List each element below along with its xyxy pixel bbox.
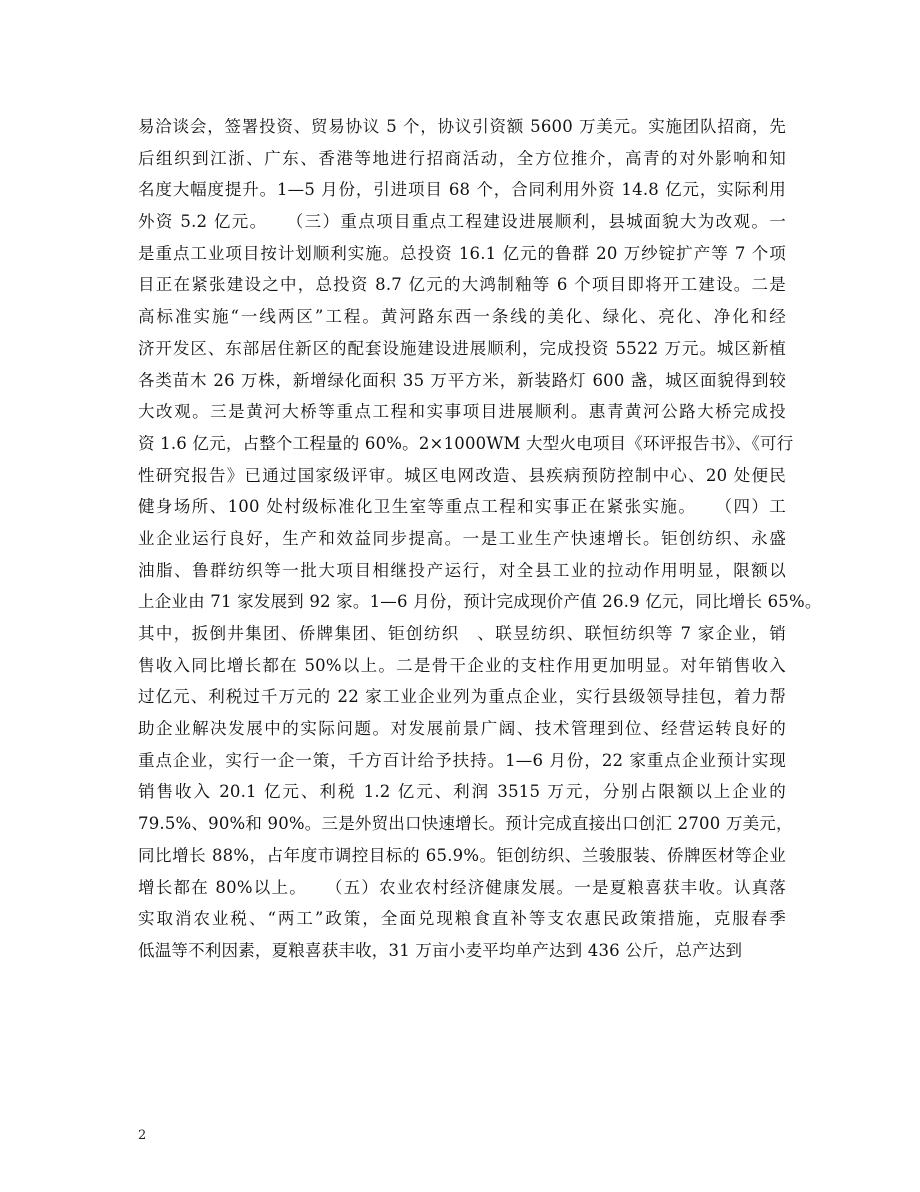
text-line: 业企业运行良好，生产和效益同步提高。一是工业生产快速增长。钜创纺织、永盛 — [138, 528, 786, 548]
text-line: 重点企业，实行一企一策，千方百计给予扶持。1—6 月份，22 家重点企业预计实现 — [138, 750, 786, 770]
text-line: 油脂、鲁群纺织等一批大项目相继投产运行，对全县工业的拉动作用明显，限额以 — [138, 560, 786, 580]
text-line: 销售收入 20.1 亿元、利税 1.2 亿元、利润 3515 万元，分别占限额以上企业的 — [138, 782, 786, 802]
text-line: 售收入同比增长都在 50%以上。二是骨干企业的支柱作用更加明显。对年销售收入 — [138, 655, 786, 675]
text-line: 各类苗木 26 万株，新增绿化面积 35 万平方米，新装路灯 600 盏，城区面貌得到较 — [138, 370, 786, 390]
text-line: 同比增长 88%，占年度市调控目标的 65.9%。钜创纺织、兰骏服装、侨牌医材等企业 — [138, 845, 786, 865]
text-line: 高标准实施“一线两区”工程。黄河路东西一条线的美化、绿化、亮化、净化和经 — [138, 307, 786, 327]
text-line: 后组织到江浙、广东、香港等地进行招商活动，全方位推介，高青的对外影响和知 — [138, 148, 786, 168]
text-line: 性研究报告》已通过国家级评审。城区电网改造、县疾病预防控制中心、20 处便民 — [138, 465, 786, 485]
page-number: 2 — [138, 1128, 147, 1143]
text-line: 健身场所、100 处村级标准化卫生室等重点工程和实事正在紧张实施。 （四）工 — [138, 497, 786, 517]
text-line: 资 1.6 亿元，占整个工程量的 60%。2×1000WM 大型火电项目《环评报告书》、《可行 — [138, 433, 794, 453]
text-line: 增长都在 80%以上。 （五）农业农村经济健康发展。一是夏粮喜获丰收。认真落 — [138, 877, 786, 897]
text-line: 外资 5.2 亿元。 （三）重点项目重点工程建设进展顺利，县城面貌大为改观。一 — [138, 212, 786, 232]
text-line: 助企业解决发展中的实际问题。对发展前景广阔、技术管理到位、经营运转良好的 — [138, 719, 786, 739]
text-line: 易洽谈会，签署投资、贸易协议 5 个，协议引资额 5600 万美元。实施团队招商，先 — [138, 117, 786, 136]
text-line: 其中，扳倒井集团、侨牌集团、钜创纺织 、联昱纺织、联恒纺织等 7 家企业，销 — [138, 624, 786, 643]
text-line: 济开发区、东部居住新区的配套设施建设进展顺利，完成投资 5522 万元。城区新植 — [138, 338, 786, 358]
body-text — [138, 111, 822, 967]
text-line: 名度大幅度提升。1—5 月份，引进项目 68 个，合同利用外资 14.8 亿元，实际利用 — [138, 180, 786, 200]
text-line: 大改观。三是黄河大桥等重点工程和实事项目进展顺利。惠青黄河公路大桥完成投 — [138, 402, 786, 422]
text-line: 实取消农业税、“两工”政策，全面兑现粮食直补等支农惠民政策措施，克服春季 — [138, 909, 786, 929]
text-line: 上企业由 71 家发展到 92 家。1—6 月份，预计完成现价产值 26.9 亿元，同比增长 65%。 — [138, 592, 822, 612]
text-line: 低温等不利因素，夏粮喜获丰收，31 万亩小麦平均单产达到 436 公斤，总产达到 — [138, 940, 743, 960]
text-line: 79.5%、90%和 90%。三是外贸出口快速增长。预计完成直接出口创汇 2700 万美元， — [138, 814, 793, 834]
text-line: 目正在紧张建设之中，总投资 8.7 亿元的大鸿制釉等 6 个项目即将开工建设。二是 — [138, 275, 786, 295]
text-line: 是重点工业项目按计划顺利实施。总投资 16.1 亿元的鲁群 20 万纱锭扩产等 7 个项 — [138, 243, 786, 263]
text-line: 过亿元、利税过千万元的 22 家工业企业列为重点企业，实行县级领导挂包，着力帮 — [138, 687, 786, 707]
